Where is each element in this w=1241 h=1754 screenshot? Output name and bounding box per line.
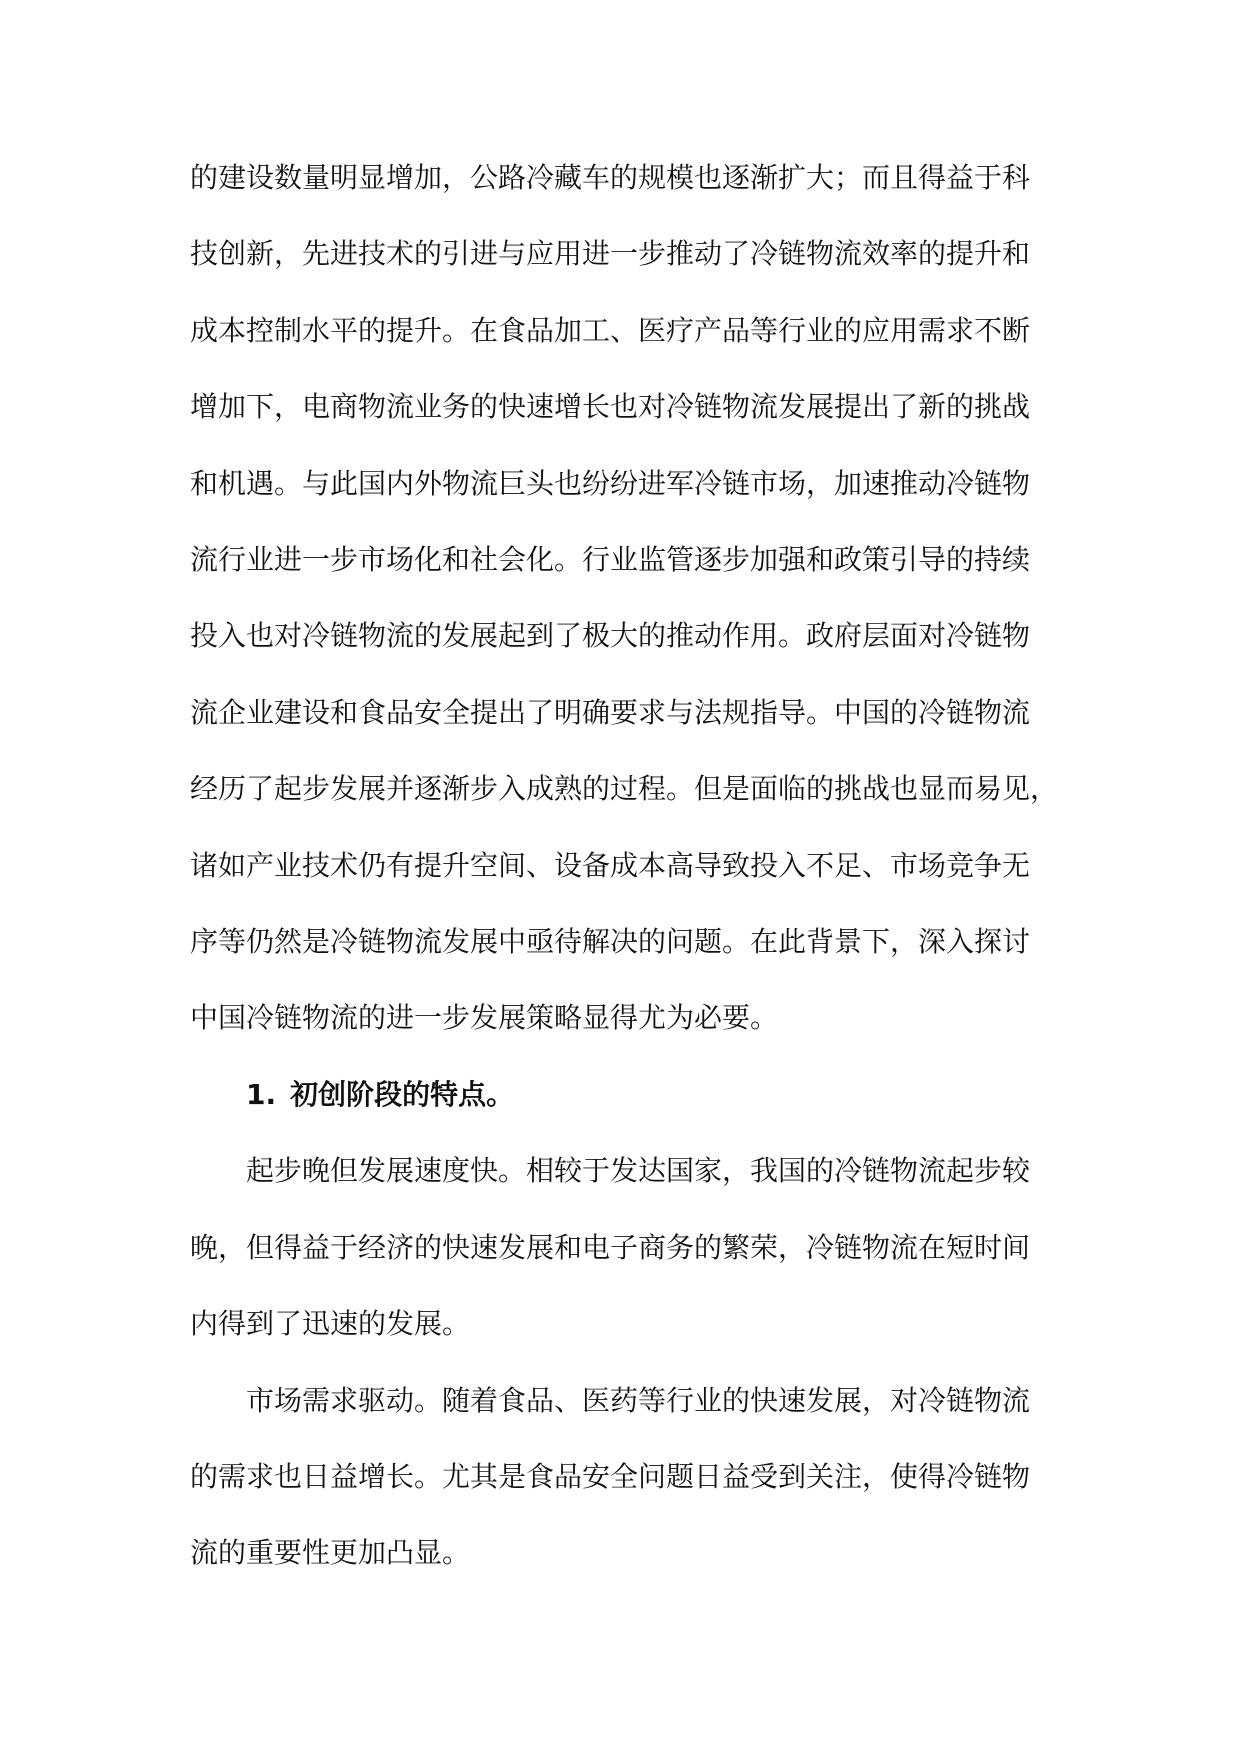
paragraph-cold-chain-overview [190, 140, 1060, 1057]
text-line: 和机遇。与此国内外物流巨头也纷纷进军冷链市场，加速推动冷链物 [190, 466, 1031, 500]
text-line: 的建设数量明显增加，公路冷藏车的规模也逐渐扩大；而且得益于科 [190, 161, 1031, 194]
text-line: 序等仍然是冷链物流发展中亟待解决的问题。在此背景下，深入探讨 [190, 925, 1031, 959]
text-line: 经历了起步发展并逐渐步入成熟的过程。但是面临的挑战也显而易见， [190, 772, 1059, 806]
text-line: 晚，但得益于经济的快速发展和电子商务的繁荣，冷链物流在短时间 [190, 1230, 1031, 1264]
text-line: 流行业进一步市场化和社会化。行业监管逐步加强和政策引导的持续 [190, 543, 1031, 577]
heading-text: 初创阶段的特点。 [290, 1077, 515, 1111]
text-line: 中国冷链物流的进一步发展策略显得尤为必要。 [190, 1001, 779, 1035]
paragraph-market-demand [190, 1363, 1060, 1592]
text-line: 起步晚但发展速度快。相较于发达国家，我国的冷链物流起步较 [246, 1154, 1031, 1188]
section-heading [190, 1057, 1060, 1133]
text-line: 技创新，先进技术的引进与应用进一步推动了冷链物流效率的提升和 [190, 237, 1031, 271]
text-line: 内得到了迅速的发展。 [190, 1307, 471, 1341]
heading-number: 1. [246, 1077, 277, 1111]
text-line: 流的重要性更加凸显。 [190, 1536, 471, 1570]
text-line: 市场需求驱动。随着食品、医药等行业的快速发展，对冷链物流 [246, 1383, 1031, 1417]
text-line: 的需求也日益增长。尤其是食品安全问题日益受到关注，使得冷链物 [190, 1459, 1031, 1493]
paragraph-late-start-fast-growth [190, 1133, 1060, 1362]
text-line: 流企业建设和食品安全提出了明确要求与法规指导。中国的冷链物流 [190, 695, 1031, 729]
document-body [190, 140, 1060, 1592]
text-line: 投入也对冷链物流的发展起到了极大的推动作用。政府层面对冷链物 [190, 619, 1031, 653]
text-line: 诸如产业技术仍有提升空间、设备成本高导致投入不足、市场竞争无 [190, 848, 1031, 882]
text-line: 成本控制水平的提升。在食品加工、医疗产品等行业的应用需求不断 [190, 313, 1031, 347]
text-line: 增加下，电商物流业务的快速增长也对冷链物流发展提出了新的挑战 [190, 390, 1031, 424]
